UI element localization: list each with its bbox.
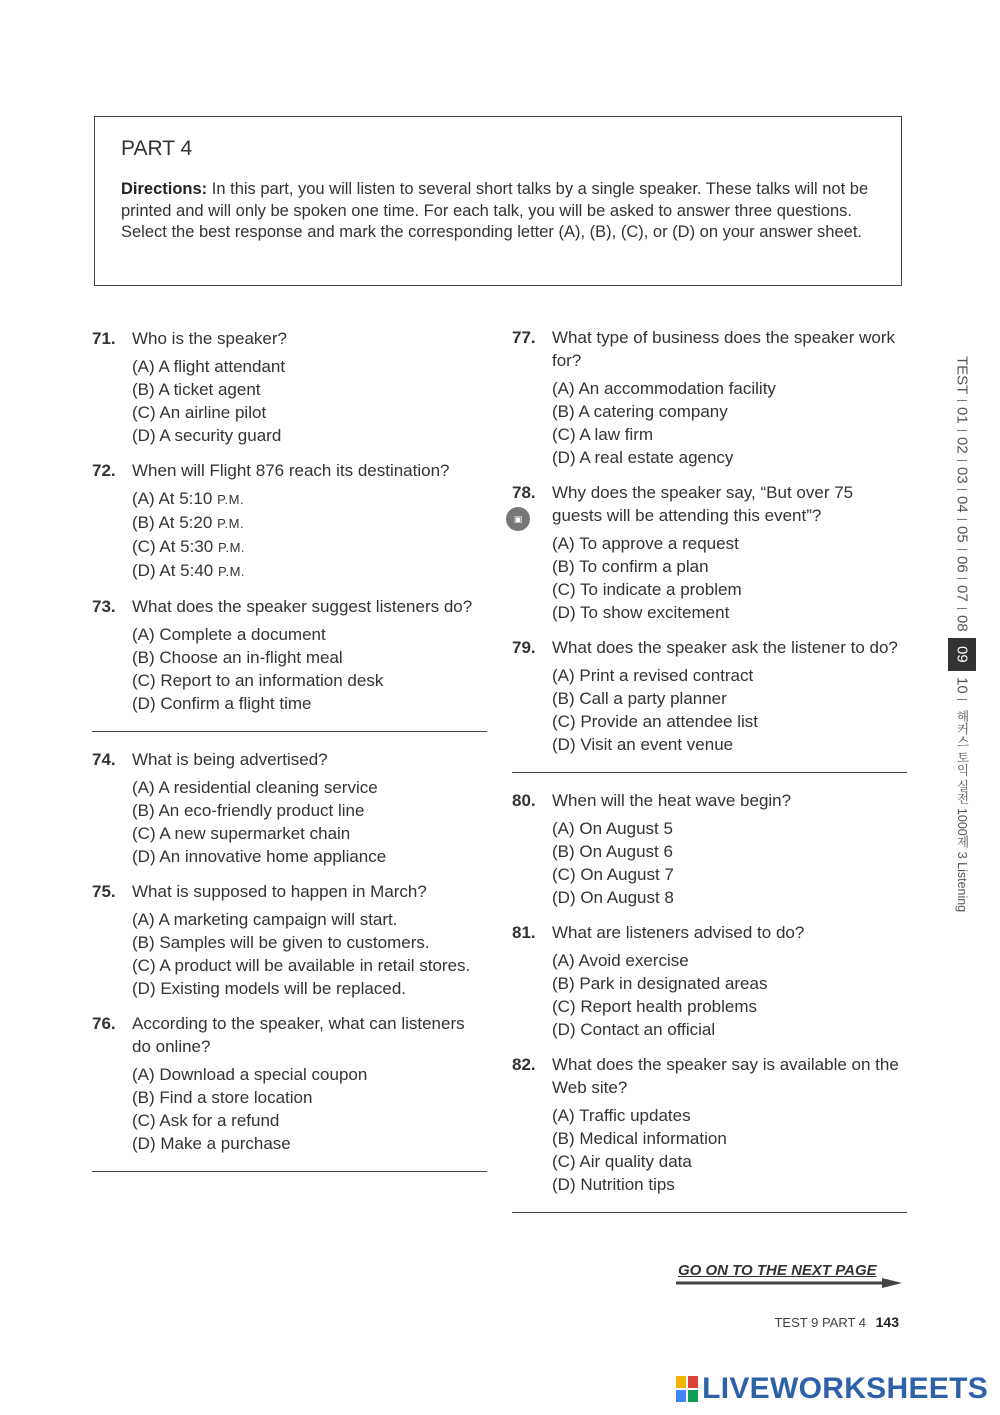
question-number: 74. <box>92 750 116 769</box>
question-82 <box>512 1053 907 1196</box>
tab-02[interactable]: 02 <box>953 437 971 454</box>
question-74 <box>92 748 487 868</box>
go-next-page: GO ON TO THE NEXT PAGE <box>678 1262 877 1279</box>
liveworksheets-logo-icon <box>676 1376 698 1402</box>
pm-label: P.M. <box>218 540 246 555</box>
divider <box>512 772 907 773</box>
question-number: 79. <box>512 638 536 657</box>
question-78 <box>512 481 907 624</box>
question-text: What are listeners advised to do? <box>552 923 805 942</box>
pm-label: P.M. <box>218 564 246 579</box>
question-number: 75. <box>92 882 116 901</box>
option-c[interactable]: (C) Report to an information desk <box>132 671 384 690</box>
liveworksheets-text: LIVEWORKSHEETS <box>702 1372 988 1405</box>
page-footer <box>774 1314 899 1330</box>
question-number: 77. <box>512 328 536 347</box>
question-text: What type of business does the speaker work for? <box>552 328 896 370</box>
tab-10[interactable]: 10 <box>953 676 971 694</box>
directions <box>121 179 875 244</box>
option-a[interactable] <box>132 487 487 511</box>
question-number: 80. <box>512 791 536 810</box>
option-b[interactable]: (B) Park in designated areas <box>552 974 768 993</box>
option-d[interactable]: (D) Visit an event venue <box>552 735 734 754</box>
option-c[interactable]: (C) Air quality data <box>552 1152 692 1171</box>
question-number: 82. <box>512 1055 536 1074</box>
question-81 <box>512 921 907 1041</box>
directions-label: Directions: <box>121 180 208 198</box>
option-d[interactable]: (D) An innovative home appliance <box>132 847 387 866</box>
footer-part: PART 4 <box>821 1315 867 1330</box>
option-c[interactable]: (C) To indicate a problem <box>552 580 742 599</box>
option-a[interactable]: (A) Print a revised contract <box>552 666 754 685</box>
option-b[interactable]: (B) Samples will be given to customers. <box>132 933 430 952</box>
option-c[interactable]: (C) A law firm <box>552 425 654 444</box>
page-number: 143 <box>875 1314 899 1330</box>
option-d[interactable]: (D) Contact an official <box>552 1020 716 1039</box>
option-b[interactable] <box>132 511 487 535</box>
option-c[interactable]: (C) An airline pilot <box>132 403 267 422</box>
question-number: 78. <box>512 483 536 502</box>
pm-label: P.M. <box>217 516 245 531</box>
right-column <box>512 326 907 1229</box>
book-title-vertical: 해커스 토익 실전 1000제 3 Listening <box>955 710 969 913</box>
option-a[interactable]: (A) Complete a document <box>132 625 326 644</box>
option-d[interactable]: (D) To show excitement <box>552 603 730 622</box>
question-text: What does the speaker say is available on the Web site? <box>552 1055 899 1097</box>
footer-test: TEST 9 <box>774 1315 819 1330</box>
option-c[interactable]: (C) A product will be available in retail stores. <box>132 956 471 975</box>
option-b[interactable]: (B) Find a store location <box>132 1088 313 1107</box>
option-d[interactable]: (D) On August 8 <box>552 888 674 907</box>
option-c[interactable]: (C) Provide an attendee list <box>552 712 758 731</box>
option-b[interactable]: (B) An eco-friendly product line <box>132 801 365 820</box>
question-73 <box>92 595 487 715</box>
question-79 <box>512 636 907 756</box>
tab-08[interactable]: 08 <box>953 615 971 632</box>
pm-label: P.M. <box>217 492 245 507</box>
question-text: What does the speaker ask the listener to do? <box>552 638 898 657</box>
question-text: When will Flight 876 reach its destination? <box>132 461 450 480</box>
option-c[interactable] <box>132 535 487 559</box>
tab-06[interactable]: 06 <box>953 555 971 573</box>
tab-04[interactable]: 04 <box>953 496 971 514</box>
option-c[interactable]: (C) Ask for a refund <box>132 1111 280 1130</box>
question-number: 72. <box>92 461 116 480</box>
question-number: 81. <box>512 923 536 942</box>
question-number: 71. <box>92 329 116 348</box>
option-d[interactable]: (D) Nutrition tips <box>552 1175 675 1194</box>
question-text: What is supposed to happen in March? <box>132 882 427 901</box>
option-a[interactable]: (A) Avoid exercise <box>552 951 689 970</box>
question-76 <box>92 1012 487 1155</box>
option-a[interactable]: (A) To approve a request <box>552 534 739 553</box>
question-77 <box>512 326 907 469</box>
option-a[interactable]: (A) A flight attendant <box>132 357 286 376</box>
option-d-text: (D) At 5:40 <box>132 561 214 580</box>
part-title: PART 4 <box>121 137 193 160</box>
option-d[interactable] <box>132 559 487 583</box>
tab-03[interactable]: 03 <box>953 466 971 484</box>
option-b[interactable]: (B) Medical information <box>552 1129 727 1148</box>
option-b-text: (B) At 5:20 <box>132 513 213 532</box>
arrow-right-icon <box>676 1278 902 1288</box>
divider <box>512 1212 907 1213</box>
test-tabs <box>944 350 980 912</box>
option-c[interactable]: (C) Report health problems <box>552 997 758 1016</box>
option-a[interactable]: (A) An accommodation facility <box>552 379 776 398</box>
option-b[interactable]: (B) Call a party planner <box>552 689 727 708</box>
directions-text: In this part, you will listen to several short talks by a single speaker. These talks will not be printed and will only be spoken one time. For each talk, you will be asked to answer three questions. Select the best response and mark the corresponding letter (A), (B), (C), or (D) on your answer sheet. <box>121 180 869 241</box>
question-71 <box>92 327 487 447</box>
divider <box>92 1171 487 1172</box>
tab-05[interactable]: 05 <box>953 526 971 543</box>
tab-test[interactable]: TEST <box>953 356 971 395</box>
directions-box <box>94 116 902 286</box>
option-b[interactable]: (B) A catering company <box>552 402 728 421</box>
question-text: When will the heat wave begin? <box>552 791 792 810</box>
option-d[interactable]: (D) A security guard <box>132 426 282 445</box>
question-number-wrap <box>512 481 552 527</box>
option-c-text: (C) At 5:30 <box>132 537 214 556</box>
question-number: 76. <box>92 1014 116 1033</box>
option-d[interactable]: (D) Confirm a flight time <box>132 694 312 713</box>
audio-badge-icon[interactable]: ▣ <box>506 507 530 531</box>
divider <box>92 731 487 732</box>
option-a[interactable]: (A) A residential cleaning service <box>132 778 378 797</box>
tab-07[interactable]: 07 <box>953 585 971 603</box>
option-d[interactable]: (D) Make a purchase <box>132 1134 291 1153</box>
question-text: What does the speaker suggest listeners do? <box>132 597 473 616</box>
question-80 <box>512 789 907 909</box>
question-text: According to the speaker, what can listeners do online? <box>132 1014 465 1056</box>
question-number: 73. <box>92 597 116 616</box>
option-a-text: (A) At 5:10 <box>132 489 213 508</box>
option-a[interactable]: (A) Traffic updates <box>552 1106 691 1125</box>
question-text: Who is the speaker? <box>132 329 287 348</box>
option-b[interactable]: (B) On August 6 <box>552 842 673 861</box>
option-b[interactable]: (B) A ticket agent <box>132 380 261 399</box>
option-d[interactable]: (D) Existing models will be replaced. <box>132 979 406 998</box>
question-75 <box>92 880 487 1000</box>
tab-09-active[interactable]: 09 <box>948 638 976 671</box>
option-b[interactable]: (B) Choose an in-flight meal <box>132 648 343 667</box>
option-a[interactable]: (A) On August 5 <box>552 819 673 838</box>
tab-01[interactable]: 01 <box>953 407 971 425</box>
question-72 <box>92 459 487 583</box>
question-text: Why does the speaker say, “But over 75 guests will be attending this event”? <box>552 483 854 525</box>
option-c[interactable]: (C) A new supermarket chain <box>132 824 351 843</box>
tab-divider <box>957 699 967 700</box>
option-a[interactable]: (A) A marketing campaign will start. <box>132 910 398 929</box>
option-b[interactable]: (B) To confirm a plan <box>552 557 709 576</box>
left-column <box>92 327 487 1188</box>
option-a[interactable]: (A) Download a special coupon <box>132 1065 368 1084</box>
option-d[interactable]: (D) A real estate agency <box>552 448 734 467</box>
option-c[interactable]: (C) On August 7 <box>552 865 674 884</box>
question-text: What is being advertised? <box>132 750 328 769</box>
liveworksheets-watermark <box>676 1372 988 1406</box>
